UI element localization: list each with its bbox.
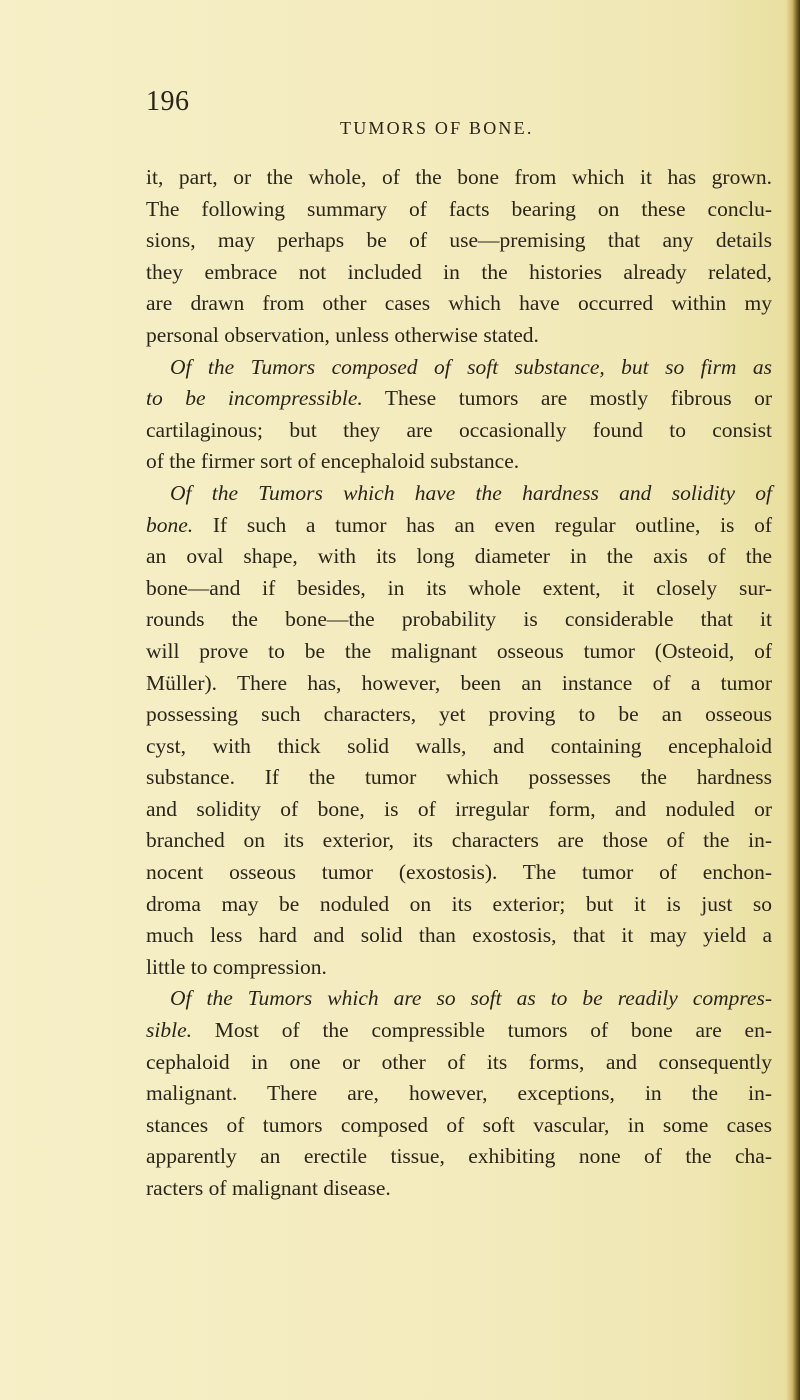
text-line: bone—and if besides, in its whole extent, it closely sur- xyxy=(146,575,772,600)
text-line: of the firmer sort of encephaloid substance. xyxy=(146,449,520,474)
text-line: an oval shape, with its long diameter in the axis of the xyxy=(146,544,772,569)
page-edge-shadow xyxy=(786,0,800,1400)
text-line: cartilaginous; but they are occasionally found to consist xyxy=(146,417,772,442)
text-line: are drawn from other cases which have occurred within my xyxy=(146,291,772,316)
text-line: little to compression. xyxy=(146,954,327,979)
section-heading-line: Of the Tumors which are so soft as to be readily compres- xyxy=(170,986,772,1011)
text-line: they embrace not included in the histories already related, xyxy=(146,259,772,284)
running-head: TUMORS OF BONE. xyxy=(340,118,534,138)
text-line: will prove to be the malignant osseous tumor (Osteoid, of xyxy=(146,638,772,663)
text-line: it, part, or the whole, of the bone from which it has grown. xyxy=(146,165,772,189)
text-line: much less hard and solid than exostosis, that it may yield a xyxy=(146,923,772,948)
text-line: racters of malignant disease. xyxy=(146,1176,391,1200)
text-line: apparently an erectile tissue, exhibiting none of the cha- xyxy=(146,1144,772,1169)
text-line: possessing such characters, yet proving to be an osseous xyxy=(146,702,772,727)
body-text xyxy=(146,162,772,1205)
text-line: Müller). There has, however, been an instance of a tumor xyxy=(146,670,772,695)
section-heading-line: Of the Tumors composed of soft substance, but so firm as xyxy=(170,354,772,379)
text-line: to be incompressible. These tumors are mostly fibrous or xyxy=(146,386,772,411)
text-line: The following summary of facts bearing on these conclu- xyxy=(146,196,772,221)
text-line: stances of tumors composed of soft vascular, in some cases xyxy=(146,1112,772,1137)
text-line: bone. If such a tumor has an even regular outline, is of xyxy=(146,512,772,537)
text-line: substance. If the tumor which possesses the hardness xyxy=(146,765,772,790)
text-line: cyst, with thick solid walls, and containing encephaloid xyxy=(146,733,772,758)
text-line: nocent osseous tumor (exostosis). The tumor of enchon- xyxy=(146,860,772,885)
text-line: malignant. There are, however, exceptions, in the in- xyxy=(146,1081,772,1106)
text-line: and solidity of bone, is of irregular form, and noduled or xyxy=(146,796,772,821)
section-heading-line: Of the Tumors which have the hardness and solidity of xyxy=(170,480,772,505)
text-line: sible. Most of the compressible tumors of bone are en- xyxy=(146,1018,772,1043)
text-line: rounds the bone—the probability is considerable that it xyxy=(146,607,772,632)
text-line: sions, may perhaps be of use—premising that any details xyxy=(146,228,772,253)
text-line: personal observation, unless otherwise stated. xyxy=(146,322,539,347)
text-line: branched on its exterior, its characters are those of the in- xyxy=(146,828,772,853)
page-number: 196 xyxy=(146,86,190,117)
text-line: droma may be noduled on its exterior; but it is just so xyxy=(146,891,772,916)
text-line: cephaloid in one or other of its forms, and consequently xyxy=(146,1049,772,1074)
